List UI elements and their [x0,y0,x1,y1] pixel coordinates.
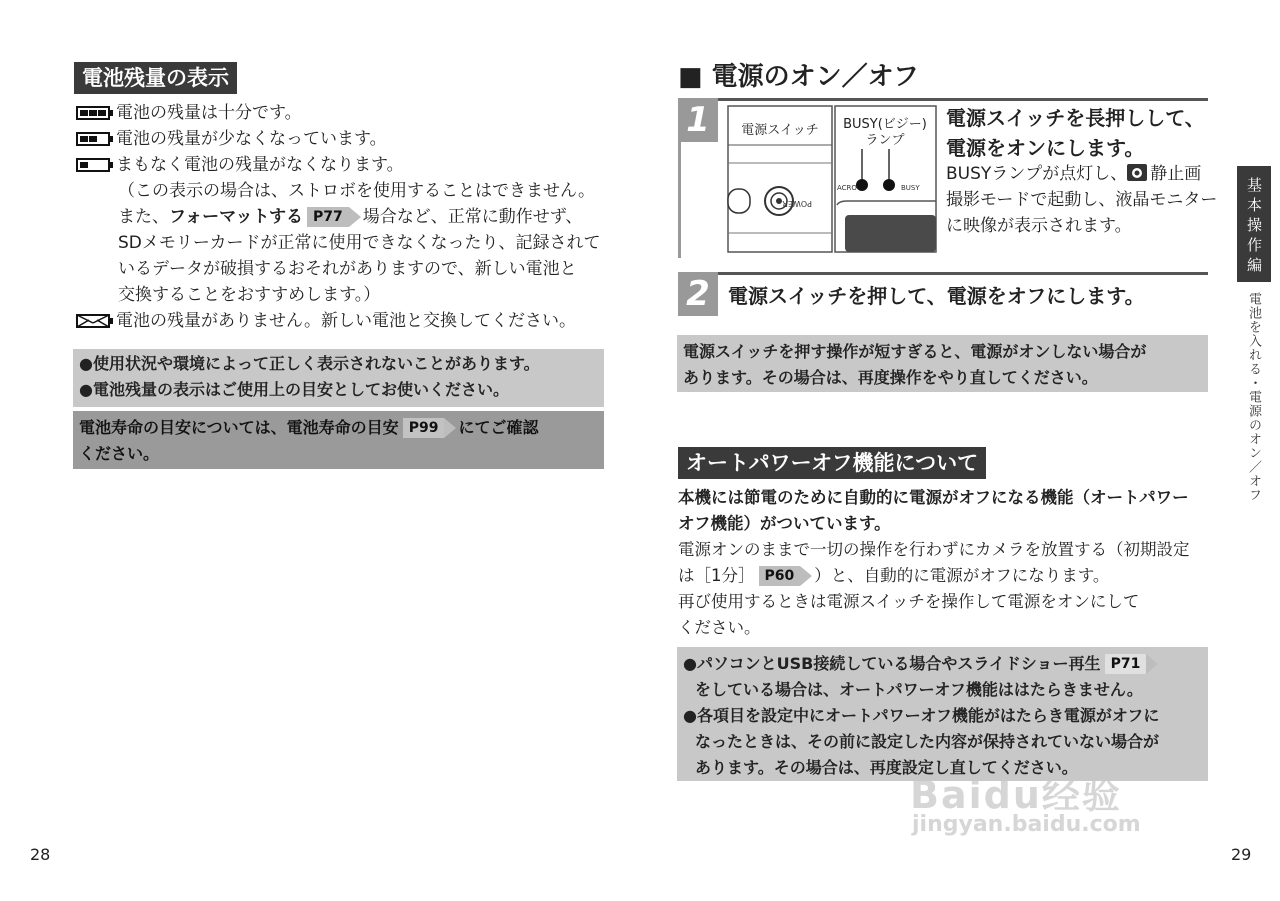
note-line-2-pre: また、 [118,207,169,227]
auto-off-note-1-line-1 [683,651,1208,677]
page-ref-p60[interactable]: P60 [759,566,801,586]
auto-off-body-line-3: 再び使用するときは電源スイッチを操作して電源をオンにして [678,592,1140,611]
note-line-5: 交換することをおすすめします。） [118,285,381,305]
step-1-desc-line-3: に映像が表示されます。 [946,216,1132,236]
battery-life-line-2: ください。 [79,444,160,463]
auto-off-body-post: ）と、自動的に電源がオフになります。 [814,566,1110,585]
auto-off-body-line-4: ください。 [678,618,761,637]
battery-life-line-1 [79,415,604,441]
side-section-title: 電池を入れる・電源のオン／オフ [1246,292,1261,502]
auto-off-body-line-1: 電源オンのままで一切の操作を行わずにカメラを放置する（初期設定 [678,540,1190,559]
auto-off-notes-box [677,647,1208,781]
auto-off-note-2-line-2: なったときは、その前に設定した内容が保持されていない場合が [695,732,1160,751]
battery-line-full [76,100,302,126]
battery-life-box [73,411,604,469]
auto-off-intro [678,485,1189,537]
step-1-desc-line-2: 撮影モードで起動し、液晶モニター [946,190,1218,210]
usage-notes-box [73,349,604,407]
note-line-2 [118,204,582,230]
auto-off-body-pre: は［1分］ [678,566,755,585]
battery-low-icon [76,158,114,172]
page-number-right: 29 [1231,845,1252,864]
fig-acro-label: ACRO [837,184,857,192]
auto-off-note-2-line-1: ●各項目を設定中にオートパワーオフ機能がはたらき電源がオフに [683,706,1160,725]
auto-off-note-2-line-3: あります。その場合は、再度設定し直してください。 [695,758,1078,777]
usage-note-2: ●電池残量の表示はご使用上の目安としてお使いください。 [79,380,509,399]
lcd-monitor-icon [845,215,936,252]
step-1-title-line-2: 電源をオンにします。 [946,136,1145,160]
heading-square-icon: ■ [678,62,703,92]
page-ref-p99[interactable]: P99 [403,418,445,438]
step-1-title-line-1: 電源スイッチを長押しして、 [946,106,1205,130]
step-1-desc-pre: BUSYランプが点灯し、 [946,164,1128,184]
note-line-2-post: 場合など、正常に動作せず、 [362,207,583,227]
battery-empty-text: 電池の残量がありません。新しい電池と交換してください。 [116,311,577,331]
power-warning-line-1: 電源スイッチを押す操作が短すぎると、電源がオンしない場合が [683,342,1147,361]
step-2-number: 2 [678,272,718,316]
fig-busy-label-2: ランプ [865,133,905,148]
auto-off-body [678,537,1190,641]
section-heading-battery: 電池残量の表示 [74,62,237,94]
step-1-title [946,103,1205,163]
battery-full-text: 電池の残量は十分です。 [116,103,302,123]
fig-busy-label-1: BUSY(ビジー) [843,117,927,132]
battery-half-icon [76,132,114,146]
section-heading-auto-off: オートパワーオフ機能について [678,447,986,479]
power-warning-line-2: あります。その場合は、再度操作をやり直してください。 [683,368,1098,387]
battery-full-icon [76,106,114,120]
step-1-number: 1 [678,98,718,142]
fig-busy-small-label: BUSY [901,184,920,192]
side-tab-basic-operations[interactable]: 基本操作編 [1237,166,1271,282]
battery-line-empty [76,308,576,334]
battery-life-pre: 電池寿命の目安については、電池寿命の目安 [79,418,399,437]
step-1-desc [946,161,1217,239]
usage-note-1: ●使用状況や環境によって正しく表示されないことがあります。 [79,354,540,373]
auto-off-intro-line-1: 本機には節電のために自動的に電源がオフになる機能（オートパワー [678,488,1189,507]
battery-life-post: にてご確認 [458,418,539,437]
fig-switch-label: 電源スイッチ [741,123,819,138]
auto-off-note-1-pre: ●パソコンとUSB接続している場合や [683,654,958,673]
camera-icon [1127,164,1147,181]
battery-empty-icon [76,314,114,328]
power-heading [678,56,919,93]
page-number-left: 28 [30,845,51,864]
auto-off-body-line-2 [678,563,1190,589]
camera-figure [727,105,937,253]
battery-line-half [76,126,387,152]
format-link-text: フォーマットする [169,207,303,227]
note-line-1: （この表示の場合は、ストロボを使用することはできません。 [118,181,596,201]
note-line-4: いるデータが破損するおそれがありますので、新しい電池と [118,259,577,279]
auto-off-intro-line-2: オフ機能）がついています。 [678,514,891,533]
power-heading-text: 電源のオン／オフ [711,62,919,92]
battery-half-text: 電池の残量が少なくなっています。 [116,129,387,149]
baidu-watermark-url: jingyan.baidu.com [912,812,1141,837]
busy-lamp-icon [856,179,868,191]
auto-off-note-1-line-2: をしている場合は、オートパワーオフ機能ははたらきません。 [695,680,1143,699]
page-ref-p77[interactable]: P77 [307,207,349,227]
step-1-desc-post: 静止画 [1150,164,1202,184]
battery-line-low [76,152,404,178]
page-ref-p71[interactable]: P71 [1105,654,1147,674]
fig-power-label: POWER [782,199,812,208]
slideshow-text: スライドショー再生 [957,654,1101,673]
power-warning-box [677,335,1208,392]
baidu-watermark: Baidu经验 [910,773,1122,817]
note-line-3: SDメモリーカードが正常に使用できなくなったり、記録されて [118,233,601,253]
battery-low-text: まもなく電池の残量がなくなります。 [116,155,404,175]
step-1-desc-line-1 [946,161,1217,187]
step-2-title: 電源スイッチを押して、電源をオフにします。 [728,284,1145,308]
